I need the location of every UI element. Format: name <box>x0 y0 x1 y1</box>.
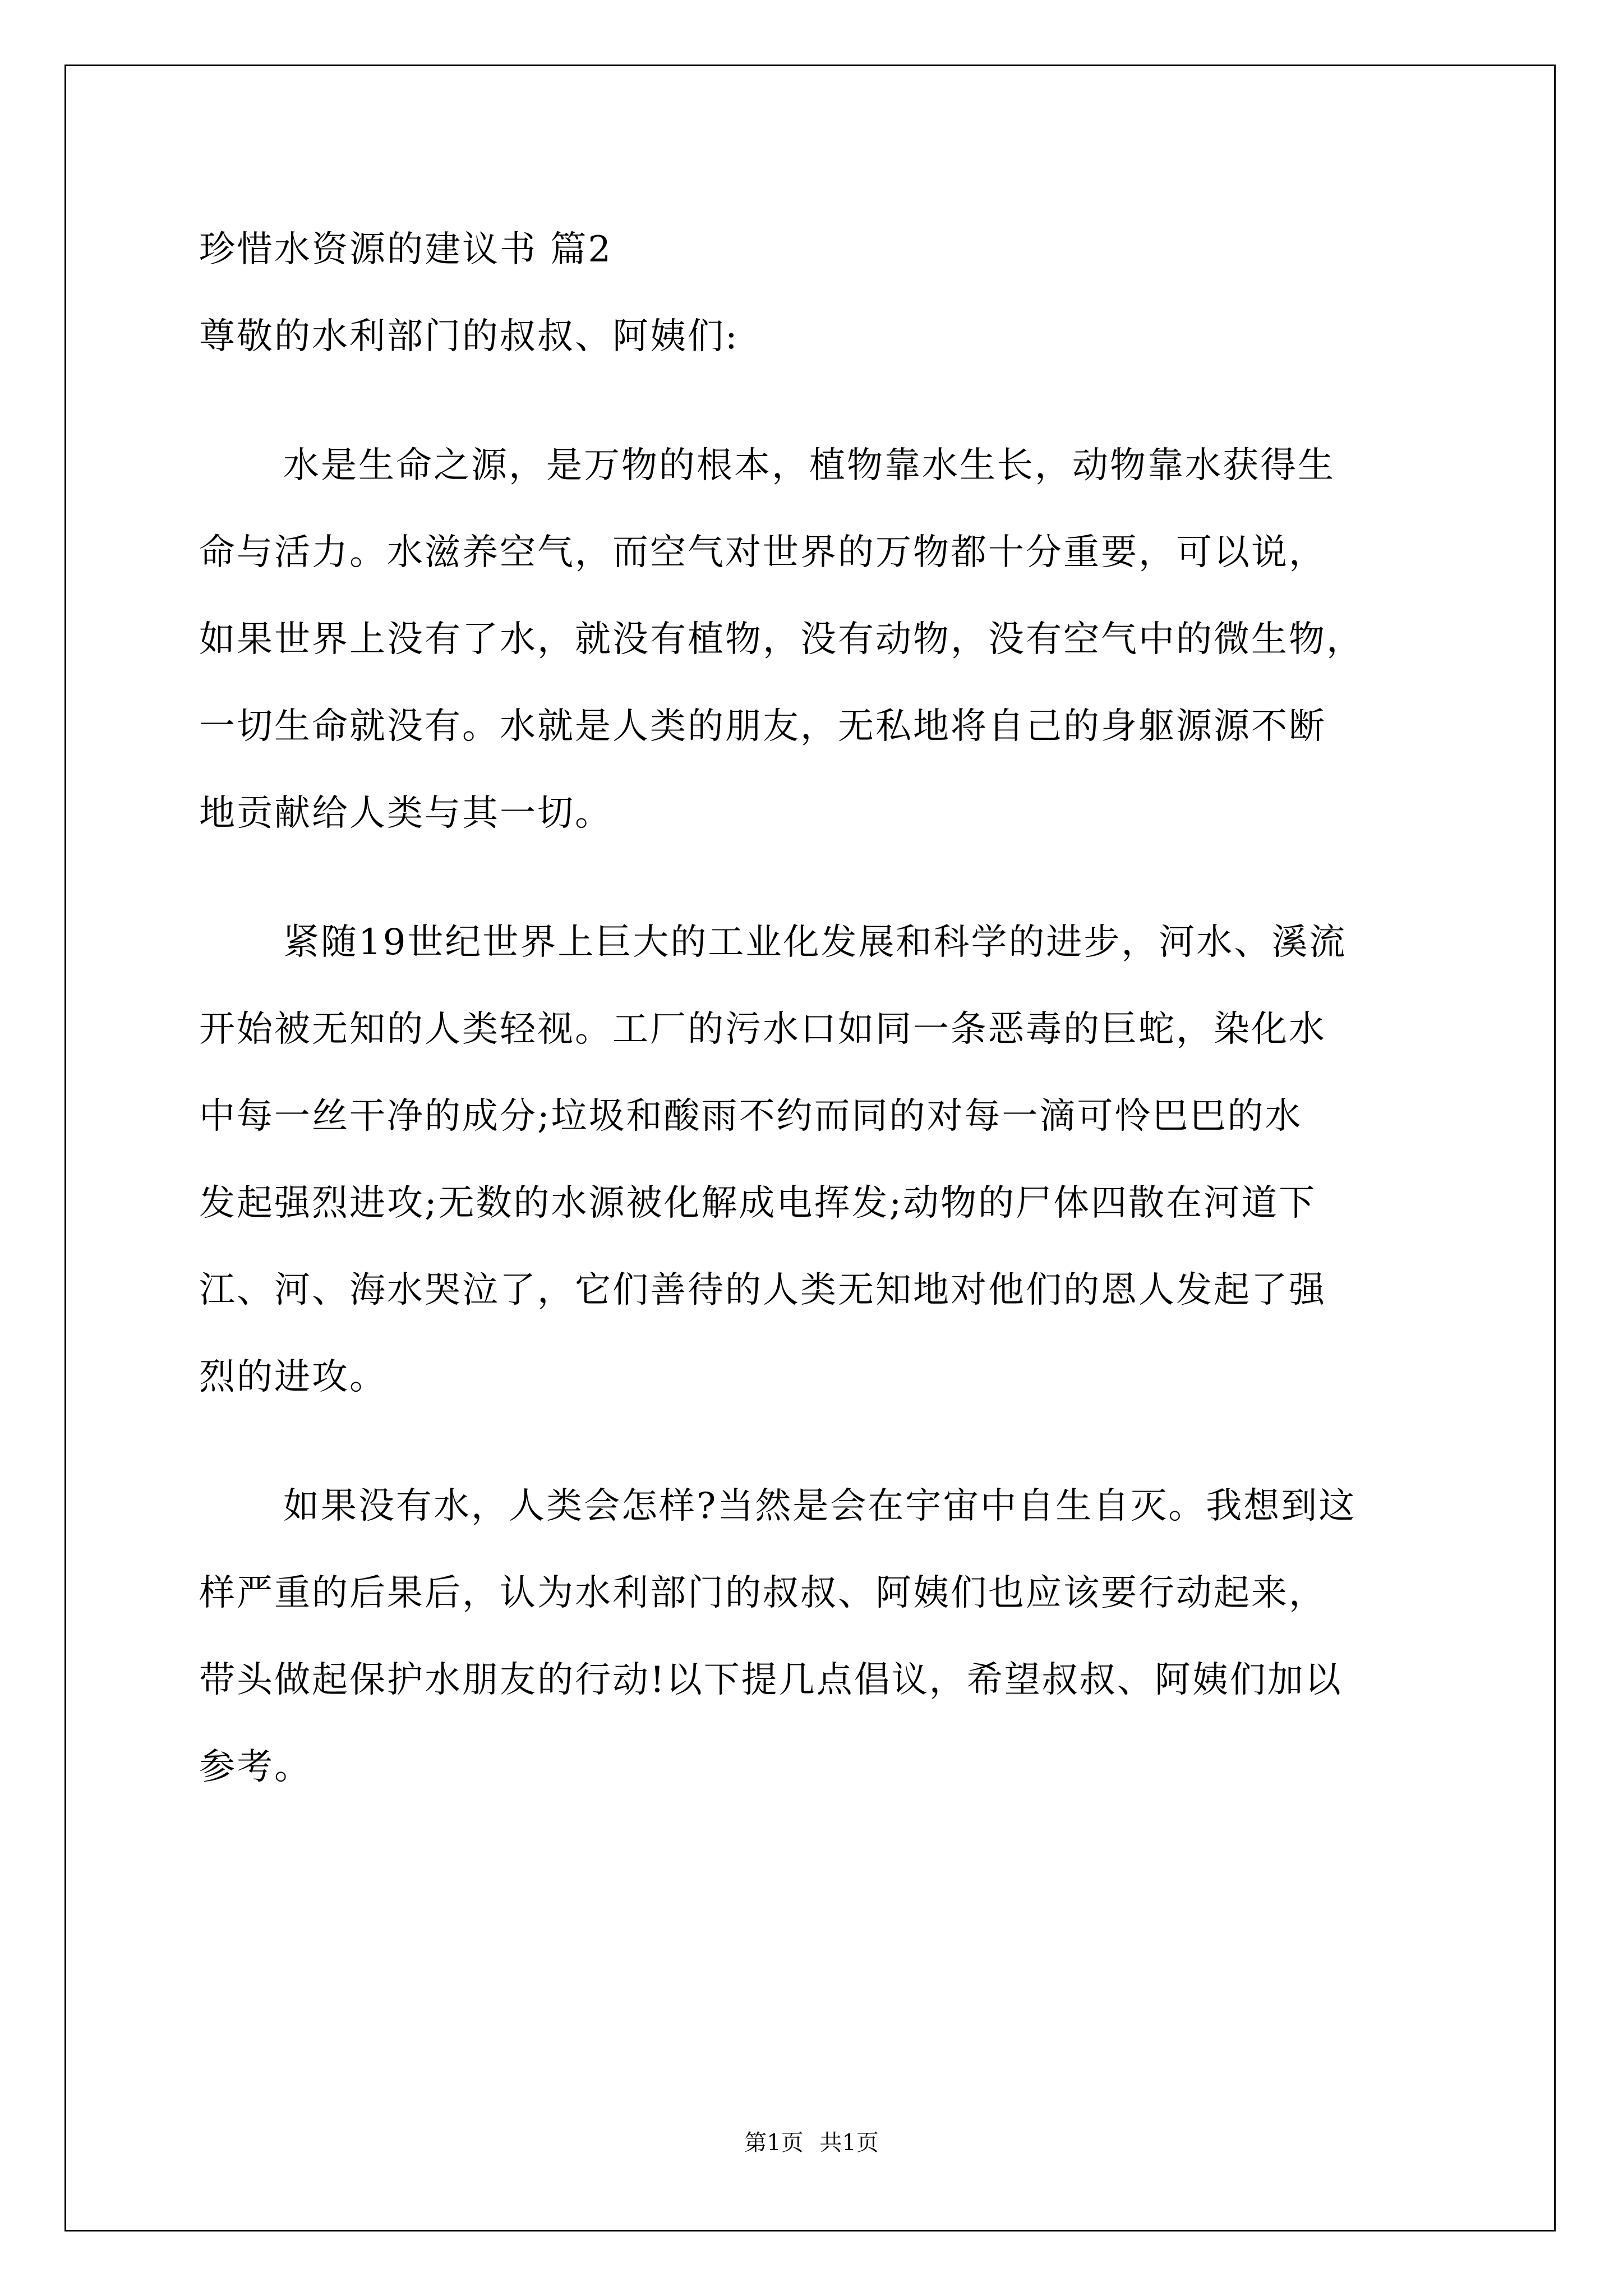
paragraph-1-line-3: 如果世界上没有了水，就没有植物，没有动物，没有空气中的微生物， <box>199 619 1364 660</box>
paragraph-2-line-5: 江、河、海水哭泣了，它们善待的人类无知地对他们的恩人发起了强 <box>199 1269 1326 1311</box>
paragraph-1-line-5: 地贡献给人类与其一切。 <box>199 793 612 834</box>
paragraph-2-line-6: 烈的进攻。 <box>199 1356 387 1398</box>
paragraph-1-line-2: 命与活力。水滋养空气，而空气对世界的万物都十分重要，可以说， <box>199 532 1326 573</box>
page-total: 共1页 <box>819 2130 879 2156</box>
salutation: 尊敬的水利部门的叔叔、阿姨们: <box>199 316 739 357</box>
paragraph-3-line-2: 样严重的后果后，认为水利部门的叔叔、阿姨们也应该要行动起来， <box>199 1572 1326 1614</box>
paragraph-2-line-3: 中每一丝干净的成分;垃圾和酸雨不约而同的对每一滴可怜巴巴的水 <box>199 1096 1303 1137</box>
paragraph-3-line-4: 参考。 <box>199 1746 312 1788</box>
paragraph-1-line-4: 一切生命就没有。水就是人类的朋友，无私地将自己的身躯源源不断 <box>199 706 1326 747</box>
paragraph-2-line-1: 紧随19世纪世界上巨大的工业化发展和科学的进步，河水、溪流 <box>283 922 1347 963</box>
document-title: 珍惜水资源的建议书 篇2 <box>199 229 613 270</box>
page-footer <box>0 2129 1623 2157</box>
paragraph-1-line-1: 水是生命之源，是万物的根本，植物靠水生长，动物靠水获得生 <box>283 445 1335 486</box>
paragraph-2-line-4: 发起强烈进攻;无数的水源被化解成电挥发;动物的尸体四散在河道下 <box>199 1182 1317 1224</box>
paragraph-2-line-2: 开始被无知的人类轻视。工厂的污水口如同一条恶毒的巨蛇，染化水 <box>199 1009 1326 1050</box>
page-number: 第1页 <box>744 2130 804 2156</box>
paragraph-3-line-3: 带头做起保护水朋友的行动!以下提几点倡议，希望叔叔、阿姨们加以 <box>199 1659 1343 1701</box>
paragraph-3-line-1: 如果没有水，人类会怎样?当然是会在宇宙中自生自灭。我想到这 <box>283 1485 1357 1527</box>
page-border <box>64 65 1556 2231</box>
